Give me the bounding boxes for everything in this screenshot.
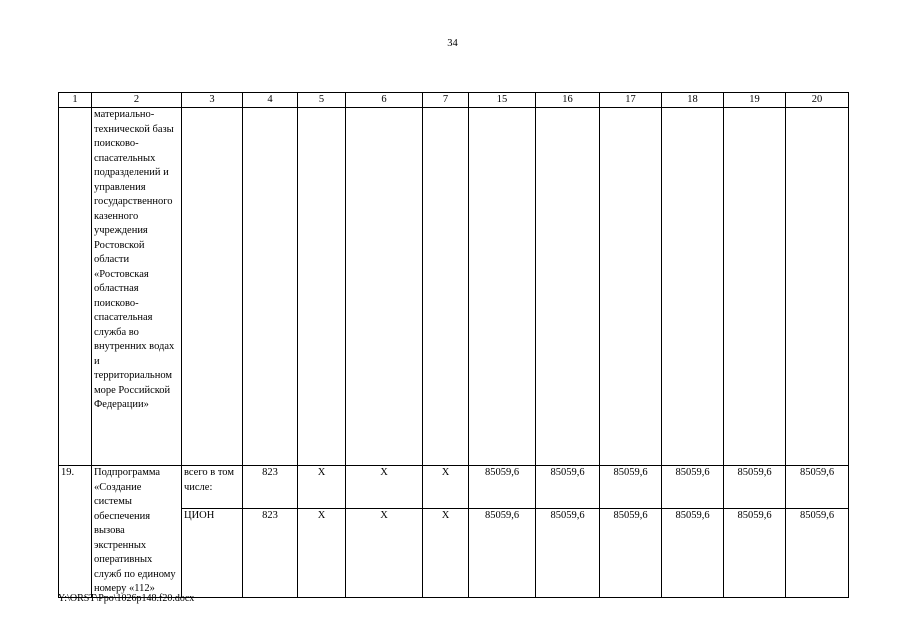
- table-cell: [600, 108, 662, 466]
- table-cell: [724, 108, 786, 466]
- header-cell: 15: [469, 93, 536, 108]
- value-cell: 85059,6: [536, 466, 600, 509]
- funding-source-cell: ЦИОН: [182, 509, 243, 597]
- table-cell: [346, 108, 423, 466]
- funding-source-cell: всего в том числе:: [182, 466, 243, 509]
- value-cell: Х: [298, 509, 346, 597]
- table-cell: [182, 108, 243, 466]
- table-row: [59, 466, 849, 509]
- value-cell: Х: [423, 509, 469, 597]
- value-cell: Х: [423, 466, 469, 509]
- header-cell: 16: [536, 93, 600, 108]
- header-cell: 18: [662, 93, 724, 108]
- table-cell: [469, 108, 536, 466]
- header-cell: 20: [786, 93, 849, 108]
- value-cell: 85059,6: [786, 509, 849, 597]
- value-cell: 85059,6: [600, 509, 662, 597]
- value-cell: 823: [243, 509, 298, 597]
- table-cell: [59, 108, 92, 466]
- value-cell: Х: [346, 509, 423, 597]
- row-number: 19.: [59, 466, 92, 598]
- measure-name-cell: материально-технической базы поисково-спасательных подразделений и управления государственного казенного учреждения Ростовской области «Ростовская областная поисково-спасательная служба во внутренних водах и территориальном море Российской Федерации»: [92, 108, 182, 466]
- header-cell: 1: [59, 93, 92, 108]
- header-cell: 17: [600, 93, 662, 108]
- value-cell: 85059,6: [724, 466, 786, 509]
- header-cell: 6: [346, 93, 423, 108]
- value-cell: 85059,6: [662, 466, 724, 509]
- footer-file-path: Y:\ORST\Ppo\1026p148.f20.docx: [58, 593, 195, 604]
- budget-table: [58, 92, 849, 598]
- table-cell: [298, 108, 346, 466]
- header-cell: 4: [243, 93, 298, 108]
- value-cell: 85059,6: [600, 466, 662, 509]
- header-cell: 5: [298, 93, 346, 108]
- header-cell: 2: [92, 93, 182, 108]
- header-cell: 3: [182, 93, 243, 108]
- page-number: 34: [447, 38, 458, 49]
- header-cell: 7: [423, 93, 469, 108]
- value-cell: 85059,6: [662, 509, 724, 597]
- subprogram-name-cell: Подпрограмма «Создание системы обеспечения вызова экстренных оперативных служб по единому номеру «112»: [92, 466, 182, 598]
- value-cell: 85059,6: [724, 509, 786, 597]
- value-cell: Х: [346, 466, 423, 509]
- value-cell: 85059,6: [469, 466, 536, 509]
- value-cell: 85059,6: [536, 509, 600, 597]
- header-row: [59, 93, 849, 108]
- value-cell: 823: [243, 466, 298, 509]
- value-cell: 85059,6: [786, 466, 849, 509]
- table-cell: [786, 108, 849, 466]
- table-cell: [423, 108, 469, 466]
- table-cell: [536, 108, 600, 466]
- value-cell: 85059,6: [469, 509, 536, 597]
- table-cell: [662, 108, 724, 466]
- value-cell: Х: [298, 466, 346, 509]
- continuation-row: [59, 108, 849, 466]
- header-cell: 19: [724, 93, 786, 108]
- table-cell: [243, 108, 298, 466]
